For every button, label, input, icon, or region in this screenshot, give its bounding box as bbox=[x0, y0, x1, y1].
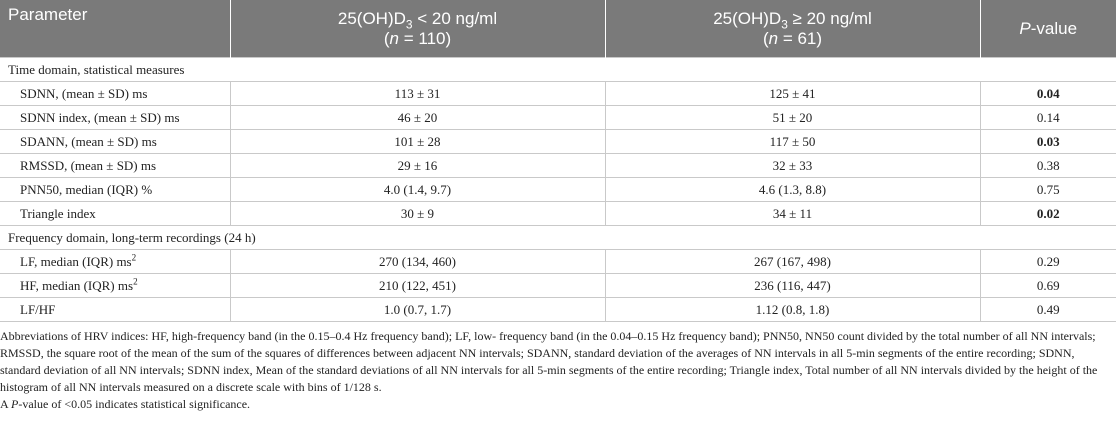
cell-group-high: 236 (116, 447) bbox=[605, 274, 980, 298]
cell-pvalue: 0.49 bbox=[980, 298, 1116, 322]
table-header bbox=[0, 0, 1116, 58]
header-group-low bbox=[230, 0, 605, 58]
cell-group-low: 30 ± 9 bbox=[230, 202, 605, 226]
table-row bbox=[0, 106, 1116, 130]
cell-pvalue: 0.02 bbox=[980, 202, 1116, 226]
cell-group-low: 270 (134, 460) bbox=[230, 250, 605, 274]
cell-pvalue: 0.14 bbox=[980, 106, 1116, 130]
footnote-significance: A P-value of <0.05 indicates statistical significance. bbox=[0, 397, 251, 411]
table-row bbox=[0, 298, 1116, 322]
cell-group-low: 29 ± 16 bbox=[230, 154, 605, 178]
table-row bbox=[0, 130, 1116, 154]
cell-group-low: 46 ± 20 bbox=[230, 106, 605, 130]
cell-parameter bbox=[0, 178, 230, 202]
cell-parameter bbox=[0, 274, 230, 298]
cell-parameter bbox=[0, 154, 230, 178]
cell-parameter bbox=[0, 106, 230, 130]
table-row bbox=[0, 178, 1116, 202]
cell-group-high: 117 ± 50 bbox=[605, 130, 980, 154]
parameter-superscript: 2 bbox=[131, 252, 137, 263]
cell-group-high: 125 ± 41 bbox=[605, 82, 980, 106]
header-group-high-label: $25(OH)D_3 \ge 20$ ng/ml bbox=[713, 8, 872, 31]
parameter-label: SDANN, (mean ± SD) ms bbox=[20, 133, 157, 149]
header-parameter: Parameter bbox=[0, 0, 230, 58]
parameter-label: PNN50, median (IQR) % bbox=[20, 181, 153, 197]
cell-parameter bbox=[0, 298, 230, 322]
section-title: Time domain, statistical measures bbox=[0, 58, 1116, 82]
table-row bbox=[0, 274, 1116, 298]
parameter-label: SDNN index, (mean ± SD) ms bbox=[20, 109, 180, 125]
header-group-low-label: $25(OH)D_3 < 20$ ng/ml bbox=[337, 8, 498, 31]
table-row bbox=[0, 82, 1116, 106]
cell-parameter bbox=[0, 82, 230, 106]
cell-pvalue: 0.75 bbox=[980, 178, 1116, 202]
cell-group-high: 51 ± 20 bbox=[605, 106, 980, 130]
cell-group-high: 4.6 (1.3, 8.8) bbox=[605, 178, 980, 202]
cell-pvalue: 0.03 bbox=[980, 130, 1116, 154]
parameter-label: HF, median (IQR) ms bbox=[20, 277, 134, 293]
cell-parameter bbox=[0, 202, 230, 226]
table-footnotes bbox=[0, 322, 1116, 413]
footnote-abbreviations: Abbreviations of HRV indices: HF, high-frequency band (in the 0.15–0.4 Hz frequency band); LF, low- frequency band (in the 0.04–0.15 Hz frequency band); PNN50, NN50 count divided by the total number of all NN intervals; RMSSD, the square root of the mean of the sum of the squares of differences between adjacent NN intervals; SDANN, standard deviation of the averages of NN intervals in all 5-min segments of the entire recording; SDNN, standard deviation of all NN intervals; SDNN index, Mean of the standard deviations of all NN intervals for all 5-min segments of the entire recording; Triangle index, Total number of all NN intervals divided by the height of the histogram of all NN intervals measured on a discrete scale with bins of 1/128 s. bbox=[0, 329, 1098, 394]
cell-group-low: 1.0 (0.7, 1.7) bbox=[230, 298, 605, 322]
header-row bbox=[0, 0, 1116, 58]
parameter-label: Triangle index bbox=[20, 205, 96, 221]
table-row bbox=[0, 202, 1116, 226]
parameter-superscript: 2 bbox=[133, 276, 138, 287]
cell-group-high: 1.12 (0.8, 1.8) bbox=[605, 298, 980, 322]
cell-group-high: 267 (167, 498) bbox=[605, 250, 980, 274]
cell-pvalue: 0.04 bbox=[980, 82, 1116, 106]
parameter-label: RMSSD, (mean ± SD) ms bbox=[20, 157, 157, 173]
section-row bbox=[0, 226, 1116, 250]
cell-group-low: 210 (122, 451) bbox=[230, 274, 605, 298]
cell-parameter bbox=[0, 250, 230, 274]
parameter-label: SDNN, (mean ± SD) ms bbox=[20, 85, 148, 101]
cell-group-high: 32 ± 33 bbox=[605, 154, 980, 178]
cell-group-low: 101 ± 28 bbox=[230, 130, 605, 154]
cell-pvalue: 0.69 bbox=[980, 274, 1116, 298]
header-group-high-n: (n = 61) bbox=[762, 28, 823, 48]
cell-group-high: 34 ± 11 bbox=[605, 202, 980, 226]
parameter-label: LF, median (IQR) ms bbox=[20, 253, 132, 269]
header-pvalue: P-value bbox=[980, 0, 1116, 58]
table-body bbox=[0, 58, 1116, 322]
table-row bbox=[0, 154, 1116, 178]
cell-group-low: 4.0 (1.4, 9.7) bbox=[230, 178, 605, 202]
header-group-low-n: (n = 110) bbox=[383, 28, 452, 48]
table-row bbox=[0, 250, 1116, 274]
cell-pvalue: 0.29 bbox=[980, 250, 1116, 274]
section-row bbox=[0, 58, 1116, 82]
parameter-label: LF/HF bbox=[20, 301, 56, 317]
header-group-high bbox=[605, 0, 980, 58]
section-title: Frequency domain, long-term recordings (24 h) bbox=[0, 226, 1116, 250]
cell-pvalue: 0.38 bbox=[980, 154, 1116, 178]
cell-group-low: 113 ± 31 bbox=[230, 82, 605, 106]
cell-parameter bbox=[0, 130, 230, 154]
